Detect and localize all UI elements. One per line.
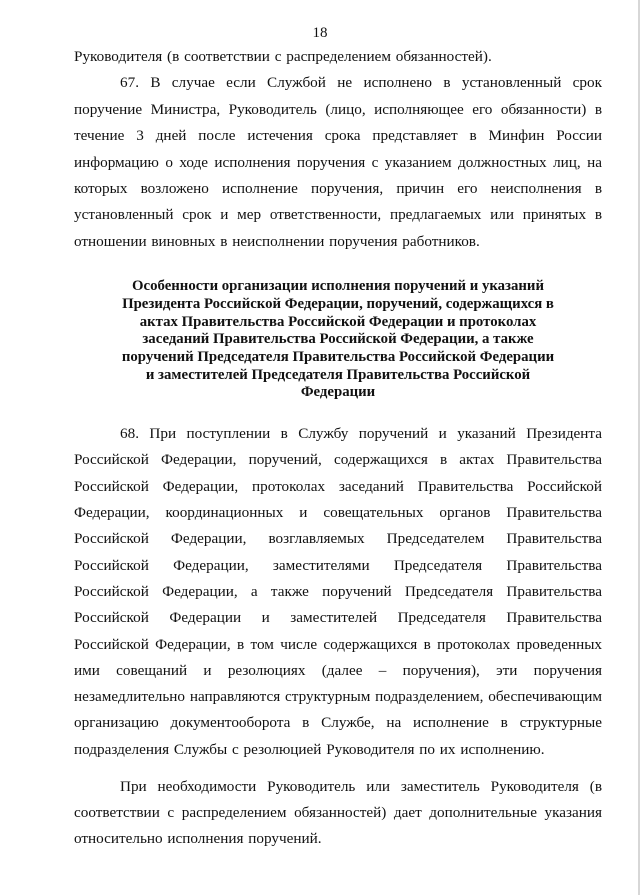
section-heading: Особенности организации исполнения поручений и указаний Президента Российской Федерации, поручений, содержащихся в актах Правительства Российской Федерации и протоколах заседаний Правительства Российской Федерации, а также поручений Председателя Правительства Российской Федерации и заместителей Председателя Правительства Российской Федерации [121, 278, 555, 401]
paragraph-68: 68. При поступлении в Службу поручений и указаний Президента Российской Федерации, поручений, содержащихся в актах Правительства Российской Федерации, протоколах заседаний Правительства Российской Федерации, координационных и совещательных органов Правительства Российской Федерации, возглавляемых Председателем Правительства Российской Федерации, заместителями Председателя Правительства Российской Федерации, а также поручений Председателя Правительства Российской Федерации и заместителей Председателя Правительства Российской Федерации, в том числе содержащихся в протоколах проведенных ими совещаний и резолюциях (далее – поручения), эти поручения незамедлительно направляются структурным подразделением, обеспечивающим организацию документооборота в Службе, на исполнение в структурные подразделения Службы с резолюцией Руководителя по их исполнению. [74, 425, 602, 758]
paragraph-68-followup: При необходимости Руководитель или заместитель Руководителя (в соответствии с распределением обязанностей) дает дополнительные указания относительно исполнения поручений. [74, 778, 602, 848]
page-number: 18 [312, 25, 328, 41]
continued-paragraph: Руководителя (в соответствии с распределением обязанностей). [74, 48, 492, 65]
paragraph-67: 67. В случае если Службой не исполнено в установленный срок поручение Министра, Руководитель (лицо, исполняющее его обязанности) в течение 3 дней после истечения срока представляет в Минфин России информацию о ходе исполнения поручения с указанием должностных лиц, на которых возложено исполнение поручения, причин его неисполнения в установленный срок и мер ответственности, предлагаемых или принятых в отношении виновных в неисполнении поручения работников. [74, 74, 602, 250]
document-body [74, 44, 602, 852]
